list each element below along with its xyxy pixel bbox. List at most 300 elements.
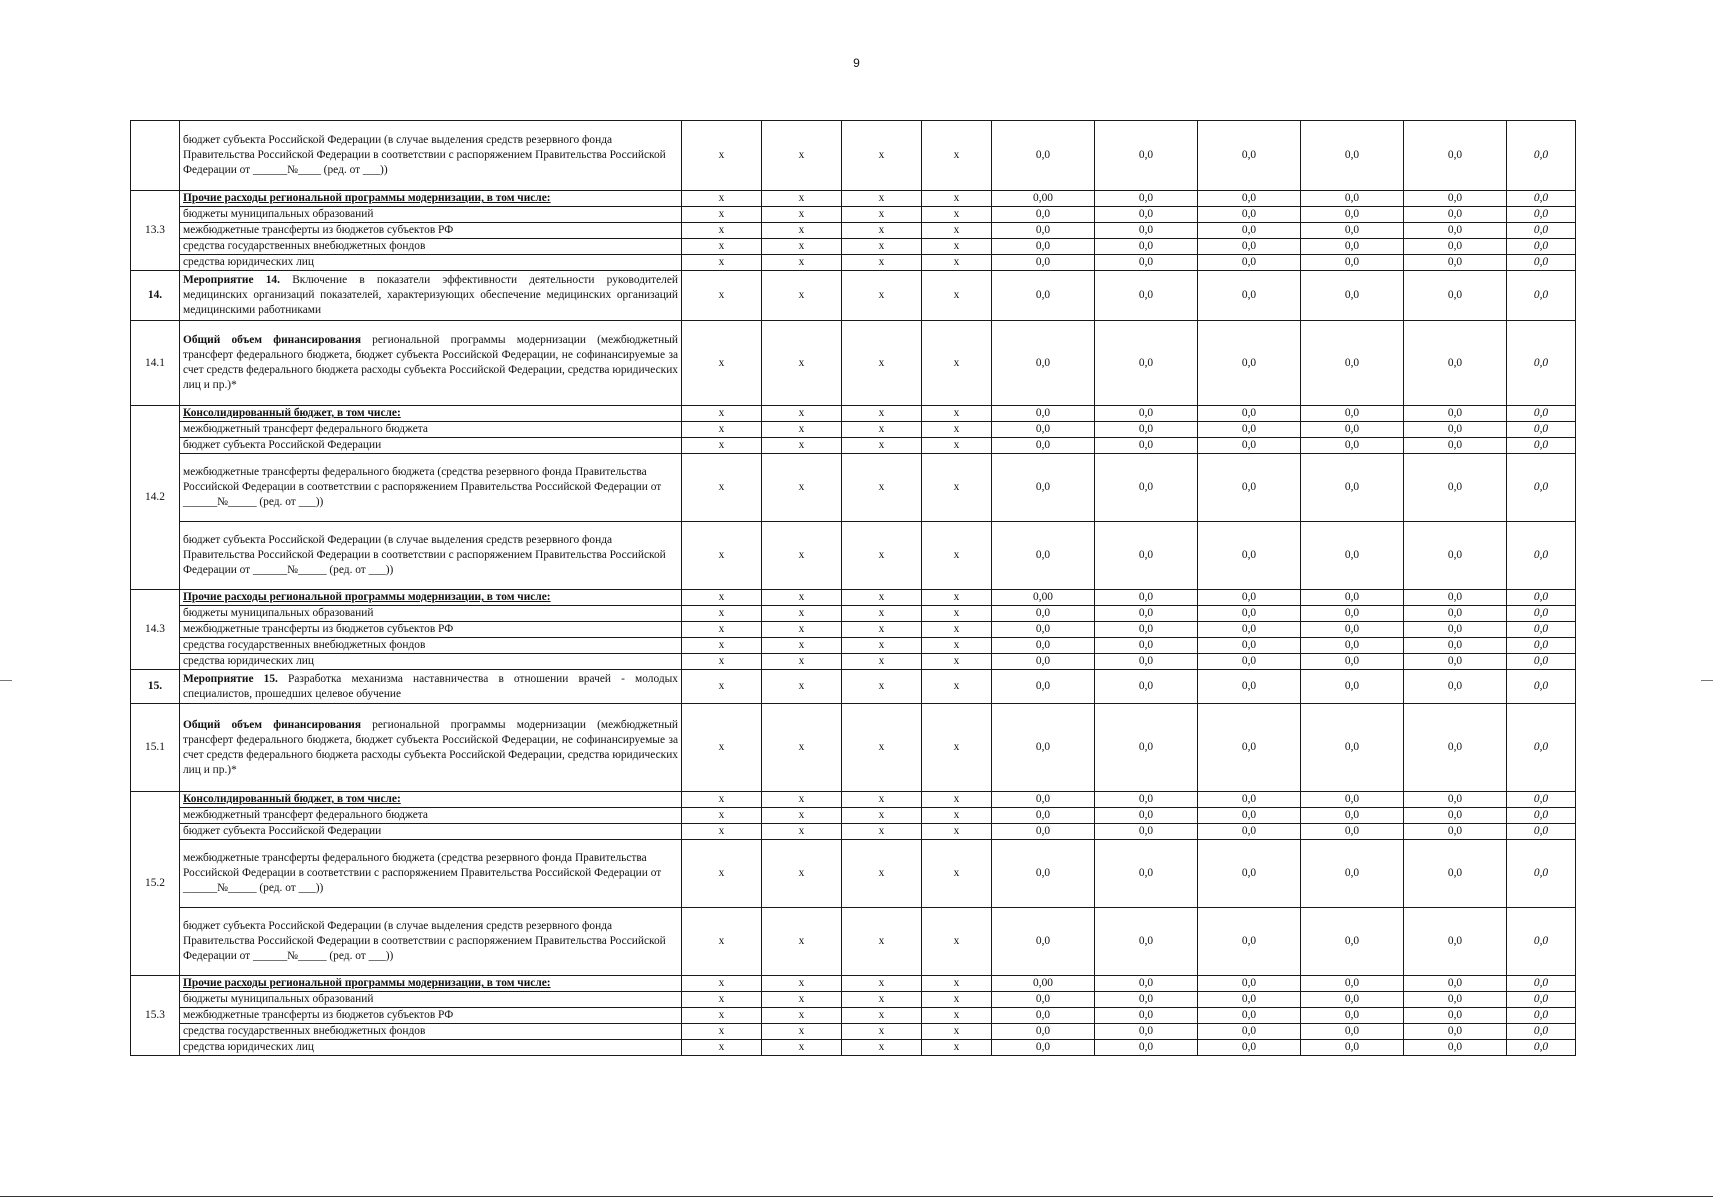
not-applicable-mark: x [842, 590, 922, 606]
not-applicable-mark: x [682, 908, 762, 976]
not-applicable-mark: x [842, 1008, 922, 1024]
row-text: Прочие расходы региональной программы модернизации, в том числе: [183, 591, 551, 603]
row-text: средства юридических лиц [183, 256, 314, 268]
not-applicable-mark: x [842, 654, 922, 670]
not-applicable-mark: x [842, 808, 922, 824]
row-description [180, 1040, 682, 1056]
amount-cell: 0,0 [1095, 824, 1198, 840]
table-row [131, 908, 1576, 976]
row-text: региональной программы модернизации (межбюджетный трансферт федерального бюджета, бюджет субъекта Российской Федерации, не софинансируемые за счет средств федерального бюджета расходы субъекта Российской Федерации, средства юридических лиц и пр.)* [183, 718, 678, 776]
not-applicable-mark: x [762, 255, 842, 271]
amount-cell: 0,0 [1507, 1008, 1576, 1024]
amount-cell: 0,0 [1507, 406, 1576, 422]
row-text: межбюджетный трансферт федерального бюджета [183, 809, 428, 821]
amount-cell: 0,0 [1404, 255, 1507, 271]
not-applicable-mark: x [842, 908, 922, 976]
amount-cell: 0,0 [1198, 1040, 1301, 1056]
amount-cell: 0,0 [1301, 223, 1404, 239]
amount-cell: 0,0 [1301, 638, 1404, 654]
not-applicable-mark: x [682, 622, 762, 638]
not-applicable-mark: x [922, 590, 992, 606]
amount-cell: 0,0 [1404, 976, 1507, 992]
amount-cell: 0,0 [1404, 840, 1507, 908]
row-text: бюджеты муниципальных образований [183, 607, 374, 619]
not-applicable-mark: x [762, 1024, 842, 1040]
amount-cell: 0,0 [992, 840, 1095, 908]
amount-cell: 0,0 [992, 121, 1095, 191]
amount-cell: 0,0 [1095, 1008, 1198, 1024]
amount-cell: 0,0 [1095, 321, 1198, 406]
not-applicable-mark: x [842, 606, 922, 622]
amount-cell: 0,0 [1301, 590, 1404, 606]
not-applicable-mark: x [682, 1024, 762, 1040]
not-applicable-mark: x [762, 321, 842, 406]
amount-cell: 0,0 [1404, 1024, 1507, 1040]
not-applicable-mark: x [922, 239, 992, 255]
amount-cell: 0,0 [1198, 1008, 1301, 1024]
row-text: Консолидированный бюджет, в том числе: [183, 407, 401, 419]
not-applicable-mark: x [762, 824, 842, 840]
table-row [131, 1040, 1576, 1056]
amount-cell: 0,0 [1301, 438, 1404, 454]
amount-cell: 0,0 [992, 406, 1095, 422]
not-applicable-mark: x [922, 191, 992, 207]
amount-cell: 0,0 [1507, 840, 1576, 908]
not-applicable-mark: x [762, 654, 842, 670]
amount-cell: 0,0 [1507, 590, 1576, 606]
amount-cell: 0,0 [1507, 1024, 1576, 1040]
table-row [131, 808, 1576, 824]
row-description [180, 438, 682, 454]
amount-cell: 0,0 [1301, 1008, 1404, 1024]
row-title: Общий объем финансирования [183, 334, 361, 346]
table-body [131, 121, 1576, 1056]
row-number: 15.2 [131, 792, 180, 976]
amount-cell: 0,0 [1095, 522, 1198, 590]
amount-cell: 0,0 [1507, 438, 1576, 454]
row-description [180, 792, 682, 808]
amount-cell: 0,0 [1095, 808, 1198, 824]
amount-cell: 0,0 [1095, 908, 1198, 976]
amount-cell: 0,0 [1404, 422, 1507, 438]
amount-cell: 0,0 [1095, 239, 1198, 255]
amount-cell: 0,0 [992, 638, 1095, 654]
amount-cell: 0,0 [1301, 992, 1404, 1008]
not-applicable-mark: x [842, 191, 922, 207]
row-number: 14.1 [131, 321, 180, 406]
row-number: 15.3 [131, 976, 180, 1056]
amount-cell: 0,0 [1301, 239, 1404, 255]
not-applicable-mark: x [922, 704, 992, 792]
amount-cell: 0,0 [1507, 454, 1576, 522]
amount-cell: 0,0 [1198, 1024, 1301, 1040]
row-description [180, 207, 682, 223]
amount-cell: 0,0 [1301, 670, 1404, 704]
amount-cell: 0,0 [1198, 824, 1301, 840]
amount-cell: 0,0 [1404, 638, 1507, 654]
row-description [180, 824, 682, 840]
row-text: Разработка механизма наставничества в отношении врачей - молодых специалистов, прошедших целевое обучение [183, 672, 678, 700]
table-row [131, 223, 1576, 239]
not-applicable-mark: x [842, 239, 922, 255]
amount-cell: 0,0 [1507, 223, 1576, 239]
row-text: межбюджетные трансферты из бюджетов субъектов РФ [183, 1009, 454, 1021]
not-applicable-mark: x [762, 223, 842, 239]
not-applicable-mark: x [682, 255, 762, 271]
amount-cell: 0,0 [1301, 908, 1404, 976]
not-applicable-mark: x [682, 522, 762, 590]
row-text: межбюджетные трансферты федерального бюджета (средства резервного фонда Правительства Российской Федерации в соответствии с распоряжением Правительства Российской Федерации от ______№_____ (ред. от ___)) [183, 852, 662, 894]
not-applicable-mark: x [682, 606, 762, 622]
amount-cell: 0,0 [1404, 454, 1507, 522]
amount-cell: 0,0 [1198, 438, 1301, 454]
not-applicable-mark: x [682, 670, 762, 704]
amount-cell: 0,0 [1301, 606, 1404, 622]
not-applicable-mark: x [762, 590, 842, 606]
not-applicable-mark: x [682, 454, 762, 522]
row-number: 15. [131, 670, 180, 704]
amount-cell: 0,0 [1095, 121, 1198, 191]
amount-cell: 0,0 [1404, 606, 1507, 622]
not-applicable-mark: x [682, 704, 762, 792]
amount-cell: 0,0 [1198, 522, 1301, 590]
not-applicable-mark: x [762, 1040, 842, 1056]
amount-cell: 0,0 [1095, 704, 1198, 792]
amount-cell: 0,0 [1404, 654, 1507, 670]
not-applicable-mark: x [682, 239, 762, 255]
amount-cell: 0,0 [1198, 590, 1301, 606]
row-description [180, 704, 682, 792]
not-applicable-mark: x [762, 992, 842, 1008]
amount-cell: 0,0 [1404, 438, 1507, 454]
not-applicable-mark: x [762, 406, 842, 422]
table-row [131, 271, 1576, 321]
table-row [131, 438, 1576, 454]
amount-cell: 0,0 [1301, 271, 1404, 321]
row-description [180, 239, 682, 255]
amount-cell: 0,0 [992, 239, 1095, 255]
amount-cell: 0,0 [1507, 121, 1576, 191]
not-applicable-mark: x [842, 1040, 922, 1056]
row-number: 13.3 [131, 191, 180, 271]
not-applicable-mark: x [922, 321, 992, 406]
not-applicable-mark: x [842, 121, 922, 191]
amount-cell: 0,0 [992, 1008, 1095, 1024]
amount-cell: 0,0 [1198, 670, 1301, 704]
amount-cell: 0,0 [1301, 255, 1404, 271]
not-applicable-mark: x [682, 422, 762, 438]
amount-cell: 0,0 [1301, 704, 1404, 792]
not-applicable-mark: x [922, 670, 992, 704]
amount-cell: 0,0 [1404, 590, 1507, 606]
not-applicable-mark: x [762, 808, 842, 824]
not-applicable-mark: x [922, 792, 992, 808]
not-applicable-mark: x [922, 223, 992, 239]
row-text: средства государственных внебюджетных фондов [183, 240, 426, 252]
amount-cell: 0,0 [1301, 622, 1404, 638]
table-row [131, 1008, 1576, 1024]
bottom-rule [0, 1196, 1713, 1197]
not-applicable-mark: x [842, 992, 922, 1008]
table-row [131, 522, 1576, 590]
amount-cell: 0,0 [1301, 1024, 1404, 1040]
amount-cell: 0,0 [1198, 191, 1301, 207]
amount-cell: 0,0 [1198, 271, 1301, 321]
row-text: бюджет субъекта Российской Федерации (в случае выделения средств резервного фонда Правительства Российской Федерации в соответствии с распоряжением Правительства Российской Федерации от ______№_____ (ред. от ___)) [183, 920, 666, 962]
amount-cell: 0,0 [1404, 239, 1507, 255]
not-applicable-mark: x [682, 1008, 762, 1024]
not-applicable-mark: x [922, 121, 992, 191]
amount-cell: 0,0 [1095, 840, 1198, 908]
table-row [131, 191, 1576, 207]
not-applicable-mark: x [762, 638, 842, 654]
not-applicable-mark: x [922, 908, 992, 976]
amount-cell: 0,0 [1301, 808, 1404, 824]
amount-cell: 0,0 [1404, 207, 1507, 223]
amount-cell: 0,0 [1198, 454, 1301, 522]
amount-cell: 0,0 [992, 1024, 1095, 1040]
table-row [131, 590, 1576, 606]
not-applicable-mark: x [922, 1024, 992, 1040]
amount-cell: 0,0 [992, 622, 1095, 638]
amount-cell: 0,0 [1507, 522, 1576, 590]
not-applicable-mark: x [682, 976, 762, 992]
amount-cell: 0,0 [1404, 321, 1507, 406]
not-applicable-mark: x [682, 654, 762, 670]
not-applicable-mark: x [842, 792, 922, 808]
amount-cell: 0,0 [1095, 638, 1198, 654]
row-title: Общий объем финансирования [183, 718, 361, 731]
amount-cell: 0,0 [1095, 654, 1198, 670]
amount-cell: 0,0 [1507, 824, 1576, 840]
not-applicable-mark: x [922, 808, 992, 824]
not-applicable-mark: x [762, 908, 842, 976]
not-applicable-mark: x [762, 239, 842, 255]
amount-cell: 0,0 [1301, 321, 1404, 406]
not-applicable-mark: x [922, 638, 992, 654]
table-row [131, 622, 1576, 638]
amount-cell: 0,0 [1301, 824, 1404, 840]
row-description [180, 808, 682, 824]
table-row [131, 840, 1576, 908]
not-applicable-mark: x [762, 606, 842, 622]
row-text: средства государственных внебюджетных фондов [183, 1025, 426, 1037]
amount-cell: 0,0 [1198, 654, 1301, 670]
amount-cell: 0,0 [992, 422, 1095, 438]
row-number: 14.3 [131, 590, 180, 670]
row-description [180, 454, 682, 522]
amount-cell: 0,0 [1198, 223, 1301, 239]
amount-cell: 0,0 [1095, 1040, 1198, 1056]
amount-cell: 0,0 [1198, 606, 1301, 622]
row-description [180, 654, 682, 670]
amount-cell: 0,0 [1404, 792, 1507, 808]
amount-cell: 0,0 [1301, 1040, 1404, 1056]
amount-cell: 0,0 [1507, 622, 1576, 638]
row-title: Мероприятие 15. [183, 672, 278, 685]
row-text: межбюджетные трансферты из бюджетов субъектов РФ [183, 623, 454, 635]
amount-cell: 0,0 [1507, 704, 1576, 792]
amount-cell: 0,0 [992, 522, 1095, 590]
table-row [131, 239, 1576, 255]
amount-cell: 0,0 [992, 908, 1095, 976]
row-description [180, 321, 682, 406]
row-number: 14.2 [131, 406, 180, 590]
amount-cell: 0,0 [1301, 191, 1404, 207]
not-applicable-mark: x [682, 438, 762, 454]
row-text: межбюджетный трансферт федерального бюджета [183, 423, 428, 435]
row-number: 15.1 [131, 704, 180, 792]
amount-cell: 0,0 [992, 271, 1095, 321]
amount-cell: 0,0 [1095, 1024, 1198, 1040]
row-text: средства государственных внебюджетных фондов [183, 639, 426, 651]
amount-cell: 0,0 [1301, 522, 1404, 590]
row-description [180, 908, 682, 976]
row-description [180, 606, 682, 622]
not-applicable-mark: x [762, 207, 842, 223]
row-description [180, 590, 682, 606]
table-row [131, 606, 1576, 622]
not-applicable-mark: x [682, 321, 762, 406]
amount-cell: 0,0 [1198, 808, 1301, 824]
amount-cell: 0,0 [1198, 638, 1301, 654]
row-text: бюджет субъекта Российской Федерации [183, 439, 382, 451]
row-description [180, 840, 682, 908]
table-row [131, 406, 1576, 422]
margin-mark-left [0, 680, 12, 681]
row-text: Включение в показатели эффективности деятельности руководителей медицинских организаций показателей, характеризующих обеспечение медицинских организаций медицинскими работниками [183, 274, 678, 316]
not-applicable-mark: x [842, 454, 922, 522]
amount-cell: 0,0 [1404, 1040, 1507, 1056]
amount-cell: 0,0 [992, 824, 1095, 840]
not-applicable-mark: x [842, 207, 922, 223]
not-applicable-mark: x [682, 792, 762, 808]
not-applicable-mark: x [682, 223, 762, 239]
not-applicable-mark: x [922, 271, 992, 321]
row-description [180, 638, 682, 654]
not-applicable-mark: x [922, 622, 992, 638]
not-applicable-mark: x [682, 271, 762, 321]
row-text: Консолидированный бюджет, в том числе: [183, 793, 401, 805]
row-text: Прочие расходы региональной программы модернизации, в том числе: [183, 977, 551, 989]
row-text: межбюджетные трансферты федерального бюджета (средства резервного фонда Правительства Российской Федерации в соответствии с распоряжением Правительства Российской Федерации от ______№_____ (ред. от ___)) [183, 466, 662, 508]
table-row [131, 704, 1576, 792]
amount-cell: 0,0 [1507, 422, 1576, 438]
amount-cell: 0,0 [992, 223, 1095, 239]
row-description [180, 622, 682, 638]
not-applicable-mark: x [682, 992, 762, 1008]
not-applicable-mark: x [842, 271, 922, 321]
not-applicable-mark: x [922, 976, 992, 992]
row-text: региональной программы модернизации (межбюджетный трансферт федерального бюджета, бюджет субъекта Российской Федерации, не софинансируемые за счет средств федерального бюджета расходы субъекта Российской Федерации, средства юридических лиц и пр.)* [183, 334, 678, 391]
not-applicable-mark: x [762, 438, 842, 454]
row-description [180, 121, 682, 191]
financing-table [130, 120, 1576, 1056]
amount-cell: 0,0 [1095, 590, 1198, 606]
amount-cell: 0,0 [1095, 191, 1198, 207]
amount-cell: 0,0 [1404, 704, 1507, 792]
table-row [131, 992, 1576, 1008]
table-row [131, 454, 1576, 522]
row-description [180, 670, 682, 704]
not-applicable-mark: x [922, 840, 992, 908]
not-applicable-mark: x [842, 438, 922, 454]
not-applicable-mark: x [762, 121, 842, 191]
not-applicable-mark: x [762, 704, 842, 792]
not-applicable-mark: x [842, 638, 922, 654]
amount-cell: 0,0 [992, 438, 1095, 454]
amount-cell: 0,0 [1095, 255, 1198, 271]
not-applicable-mark: x [762, 454, 842, 522]
row-description [180, 992, 682, 1008]
table-row [131, 255, 1576, 271]
amount-cell: 0,0 [1301, 454, 1404, 522]
row-description [180, 223, 682, 239]
table-row [131, 670, 1576, 704]
not-applicable-mark: x [842, 406, 922, 422]
not-applicable-mark: x [922, 1008, 992, 1024]
not-applicable-mark: x [922, 992, 992, 1008]
row-number: 14. [131, 271, 180, 321]
amount-cell: 0,0 [1095, 992, 1198, 1008]
table-row [131, 638, 1576, 654]
amount-cell: 0,0 [1507, 908, 1576, 976]
amount-cell: 0,0 [1507, 255, 1576, 271]
amount-cell: 0,0 [1198, 207, 1301, 223]
amount-cell: 0,00 [992, 590, 1095, 606]
amount-cell: 0,0 [1198, 792, 1301, 808]
table-row [131, 654, 1576, 670]
amount-cell: 0,0 [1095, 976, 1198, 992]
not-applicable-mark: x [842, 824, 922, 840]
amount-cell: 0,0 [992, 207, 1095, 223]
row-description [180, 976, 682, 992]
not-applicable-mark: x [842, 622, 922, 638]
table-row [131, 976, 1576, 992]
amount-cell: 0,0 [1404, 406, 1507, 422]
amount-cell: 0,0 [992, 454, 1095, 522]
page-number: 9 [853, 56, 860, 70]
amount-cell: 0,0 [1095, 792, 1198, 808]
not-applicable-mark: x [922, 207, 992, 223]
not-applicable-mark: x [922, 422, 992, 438]
not-applicable-mark: x [762, 522, 842, 590]
not-applicable-mark: x [842, 670, 922, 704]
amount-cell: 0,0 [1095, 454, 1198, 522]
amount-cell: 0,0 [1507, 992, 1576, 1008]
amount-cell: 0,0 [992, 808, 1095, 824]
amount-cell: 0,0 [1301, 422, 1404, 438]
amount-cell: 0,0 [1095, 207, 1198, 223]
not-applicable-mark: x [842, 522, 922, 590]
not-applicable-mark: x [682, 638, 762, 654]
not-applicable-mark: x [762, 191, 842, 207]
table-row [131, 321, 1576, 406]
amount-cell: 0,0 [1507, 654, 1576, 670]
table-row [131, 1024, 1576, 1040]
amount-cell: 0,0 [1095, 622, 1198, 638]
amount-cell: 0,0 [1404, 622, 1507, 638]
row-description [180, 1024, 682, 1040]
amount-cell: 0,00 [992, 191, 1095, 207]
table-row [131, 824, 1576, 840]
row-text: межбюджетные трансферты из бюджетов субъектов РФ [183, 224, 454, 236]
not-applicable-mark: x [842, 704, 922, 792]
row-description [180, 191, 682, 207]
row-description [180, 255, 682, 271]
not-applicable-mark: x [842, 1024, 922, 1040]
amount-cell: 0,0 [1198, 255, 1301, 271]
